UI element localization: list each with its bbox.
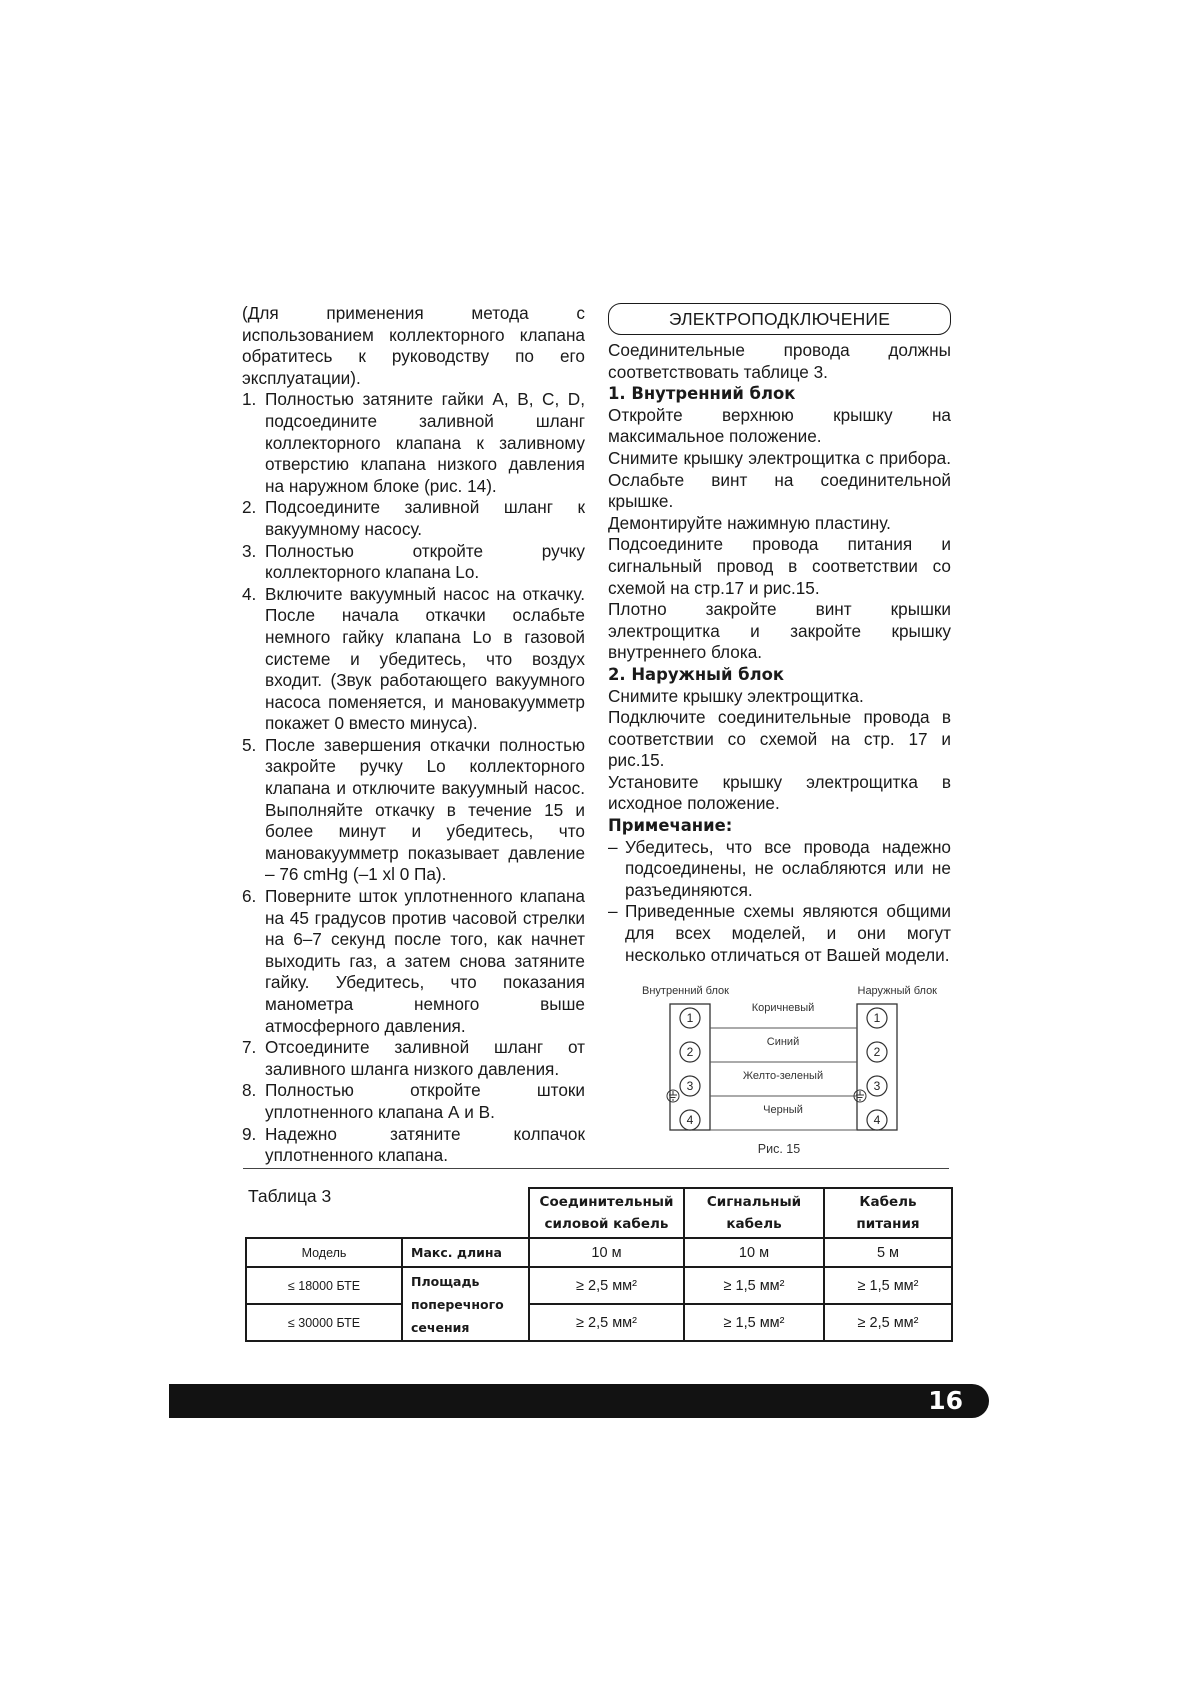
divider [243,1168,949,1169]
step-number: 3. [242,540,257,561]
intro-paragraph: (Для применения метода с использованием коллекторного клапана обратитесь к руководству по его эксплуатации). [242,303,585,388]
indoor-terminal-4 [680,1110,700,1130]
paragraph: Плотно закройте винт крышки электрощитка и закройте крышку внутреннего блока. [608,599,951,663]
model-value: ≤ 30000 БТЕ [246,1304,402,1341]
subheading-outdoor-unit: 2. Наружный блок [608,664,785,684]
table-cell: ≥ 1,5 мм² [824,1267,952,1304]
paragraph: Подсоедините провода питания и сигнальный провод в соответствии со схемой на стр.17 и рис.15. [608,534,951,598]
step-text: Поверните шток уплотненного клапана на 45 градусов против часовой стрелки на 6–7 секунд после того, как начнет выходить газ, а затем снова затяните гайку. Убедитесь, что показания манометра немного выше атмосферного давления. [265,886,585,1036]
table-cell: 5 м [824,1238,952,1267]
list-item [242,1080,585,1123]
step-number: 5. [242,734,257,755]
right-column [608,303,951,966]
step-number: 2. [242,497,257,518]
note-title: Примечание: [608,816,733,836]
list-item [242,584,585,735]
svg-text:4: 4 [873,1113,881,1127]
indoor-terminal-3 [680,1076,700,1096]
wire-label: Желто-зеленый [742,1070,824,1082]
max-length-label: Макс. длина [402,1238,529,1267]
outdoor-terminal-1 [867,1008,887,1028]
table-row [246,1304,952,1341]
svg-text:3: 3 [686,1079,694,1093]
step-number: 4. [242,583,257,604]
step-text: Полностью затяните гайки А, B, C, D, подсоедините заливной шланг коллекторного клапана к заливному отверстию клапана низкого давления на наружном блоке (рис. 14). [265,389,585,496]
svg-text:2: 2 [686,1045,694,1059]
table-row [246,1238,952,1267]
cable-spec-table [245,1187,953,1342]
header-signal-cable: Сигнальный кабель [684,1188,824,1238]
list-item [242,389,585,497]
list-item [608,837,951,902]
section-title: ЭЛЕКТРОПОДКЛЮЧЕНИЕ [608,303,951,335]
list-item [242,1037,585,1080]
model-value: ≤ 18000 БТЕ [246,1267,402,1304]
wiring-diagram-svg [635,982,945,1157]
indoor-terminal-1 [680,1008,700,1028]
model-label: Модель [246,1238,402,1267]
list-item [242,735,585,886]
paragraph: Демонтируйте нажимную пластину. [608,512,891,533]
wiring-diagram [635,982,945,1157]
list-item [242,886,585,1037]
list-item [242,1124,585,1167]
paragraph: Снимите крышку электрощитка с прибора. Ослабьте винт на соединительной крышке. [608,447,951,512]
table-cell: 10 м [529,1238,684,1267]
step-number: 6. [242,886,257,907]
outdoor-unit-label: Наружный блок [857,985,937,997]
outdoor-terminal-4 [867,1110,887,1130]
wire-label: Коричневый [751,1002,815,1014]
paragraph: Установите крышку электрощитка в исходное положение. [608,771,951,814]
steps-list [242,389,585,1166]
indoor-unit-label: Внутренний блок [642,985,729,997]
step-number: 8. [242,1080,257,1101]
dash-bullet: – [608,901,618,922]
step-text: Включите вакуумный насос на откачку. После начала откачки ослабьте немного гайку клапана Lo в газовой системе и убедитесь, что воздух входит. (Звук работающего вакуумного насоса поменяется, и мановакуумметр покажет 0 вместо минуса). [265,583,585,734]
step-text: Полностью откройте ручку коллекторного клапана Lo. [265,540,585,583]
list-item [608,901,951,966]
svg-text:1: 1 [873,1011,881,1025]
paragraph: Снимите крышку электрощитка. [608,685,864,706]
step-number: 7. [242,1037,257,1058]
table-cell: ≥ 2,5 мм² [529,1267,684,1304]
paragraph: Соединительные провода должны соответствовать таблице 3. [608,340,951,382]
table-row [246,1267,952,1304]
page-number: 16 [928,1386,963,1415]
table-cell: ≥ 1,5 мм² [684,1304,824,1341]
outdoor-terminal-3 [867,1076,887,1096]
step-text: Полностью откройте штоки уплотненного клапана А и В. [265,1080,585,1122]
svg-text:1: 1 [686,1011,694,1025]
indoor-terminal-2 [680,1042,700,1062]
header-power-cable: Соединительный силовой кабель [529,1188,684,1238]
header-supply-cable: Кабель питания [824,1188,952,1238]
wire-label: Синий [766,1036,800,1048]
cross-section-label: Площадь поперечного сечения [402,1267,529,1341]
step-text: Подсоедините заливной шланг к вакуумному насосу. [265,497,585,539]
table-cell: 10 м [684,1238,824,1267]
step-number: 9. [242,1123,257,1144]
svg-text:3: 3 [873,1079,881,1093]
list-item [242,497,585,540]
notes-list [608,837,951,967]
wire-label: Черный [763,1104,803,1116]
ground-icon [667,1090,679,1102]
table-cell: ≥ 2,5 мм² [824,1304,952,1341]
step-text: Отсоедините заливной шланг от заливного шланга низкого давления. [265,1037,585,1079]
table-caption: Таблица 3 [248,1186,332,1206]
dash-bullet: – [608,836,618,857]
svg-text:2: 2 [873,1045,881,1059]
footer-bar [169,1384,989,1418]
note-text: Приведенные схемы являются общими для всех моделей, и они могут несколько отличаться от Вашей модели. [625,901,951,965]
table-row [246,1188,952,1238]
list-item [242,541,585,584]
table-cell: ≥ 1,5 мм² [684,1267,824,1304]
subheading-indoor-unit: 1. Внутренний блок [608,384,796,404]
paragraph: Подключите соединительные провода в соответствии со схемой на стр. 17 и рис.15. [608,707,951,771]
paragraph: Откройте верхнюю крышку на максимальное положение. [608,404,951,447]
step-text: Надежно затяните колпачок уплотненного клапана. [265,1123,585,1166]
outdoor-terminal-2 [867,1042,887,1062]
figure-caption: Рис. 15 [757,1142,801,1156]
step-number: 1. [242,389,257,410]
step-text: После завершения откачки полностью закройте ручку Lo коллекторного клапана и отключите вакуумный насос. Выполняйте откачку в течение 15 и более минут и убедитесь, что мановакуумметр показывает давление – 76 cmHg (–1 xl 0 Па). [265,734,585,885]
left-column [242,303,585,1167]
svg-text:4: 4 [686,1113,694,1127]
table-cell: ≥ 2,5 мм² [529,1304,684,1341]
note-text: Убедитесь, что все провода надежно подсоединены, не ослабляются или не разъединяются. [625,836,951,900]
